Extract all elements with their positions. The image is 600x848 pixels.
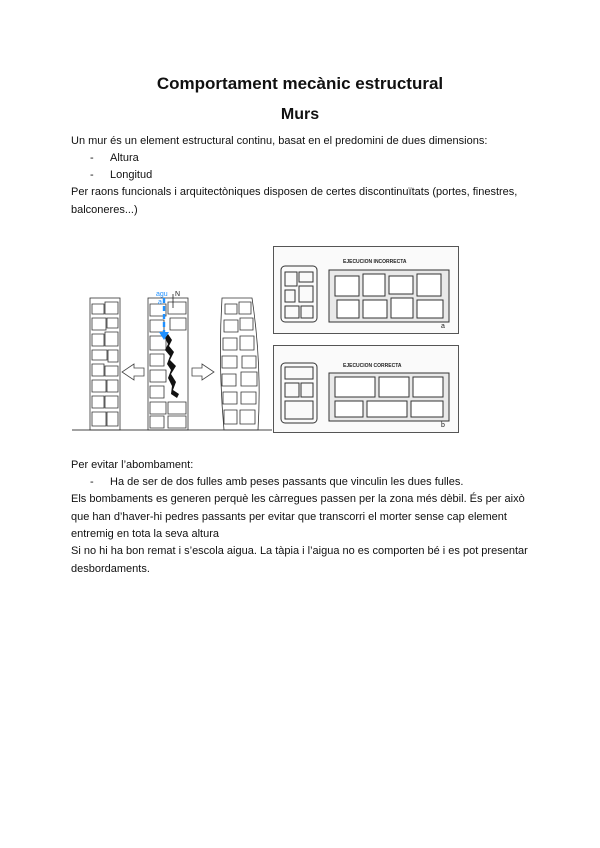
bulging-heading: Per evitar l’abombament: bbox=[71, 459, 194, 471]
figure-letter: a bbox=[441, 323, 445, 330]
figure-letter: b bbox=[441, 422, 445, 429]
bulging-paragraph: Els bombaments es generen perquè les càrregues passen per la zona més dèbil. És per això que han d’haver-hi pedres passants per evitar que transcorri el morter sense cap element entremig en tota la seva altura bbox=[71, 493, 525, 540]
final-paragraph: Si no hi ha bon remat i s’escola aigua. La tàpia i l’aigua no es comporten bé i es pot presentar desbordaments. bbox=[71, 545, 528, 575]
wall-bulging-figure bbox=[72, 288, 272, 434]
load-label: N bbox=[175, 291, 181, 298]
list-item-text: Ha de ser de dos fulles amb peses passants que vinculin les dues fulles. bbox=[110, 476, 464, 488]
intro-paragraph: Un mur és un element estructural continu, basat en el predomini de dues dimensions: bbox=[71, 135, 488, 147]
arrow-right-icon bbox=[192, 364, 214, 380]
list-dash: - bbox=[90, 152, 94, 164]
list-dash: - bbox=[90, 476, 94, 488]
wall-section-left bbox=[90, 298, 120, 430]
arrow-left-icon bbox=[122, 364, 144, 380]
list-item-label: Longitud bbox=[110, 169, 153, 181]
list-item-bulging bbox=[90, 474, 463, 491]
list-item-altura bbox=[90, 150, 139, 167]
discontinuities-paragraph: Per raons funcionals i arquitectòniques disposen de certes discontinuïtats (portes, finestres, balconeres...) bbox=[71, 186, 518, 216]
list-item-longitud bbox=[90, 167, 152, 184]
wall-section-right bbox=[220, 298, 259, 430]
figure-caption: EJECUCION CORRECTA bbox=[343, 363, 402, 369]
correct-execution-figure bbox=[273, 345, 459, 433]
water-label-1: agu bbox=[156, 291, 168, 298]
page-title: Comportament mecànic estructural bbox=[156, 74, 444, 93]
water-label-2: a bbox=[158, 299, 162, 306]
list-dash: - bbox=[90, 169, 94, 181]
list-item-label: Altura bbox=[110, 152, 139, 164]
incorrect-execution-figure bbox=[273, 246, 459, 334]
figure-caption: EJECUCION INCORRECTA bbox=[343, 259, 407, 265]
crack-shape bbox=[165, 334, 179, 398]
page-subtitle: Murs bbox=[280, 106, 320, 123]
